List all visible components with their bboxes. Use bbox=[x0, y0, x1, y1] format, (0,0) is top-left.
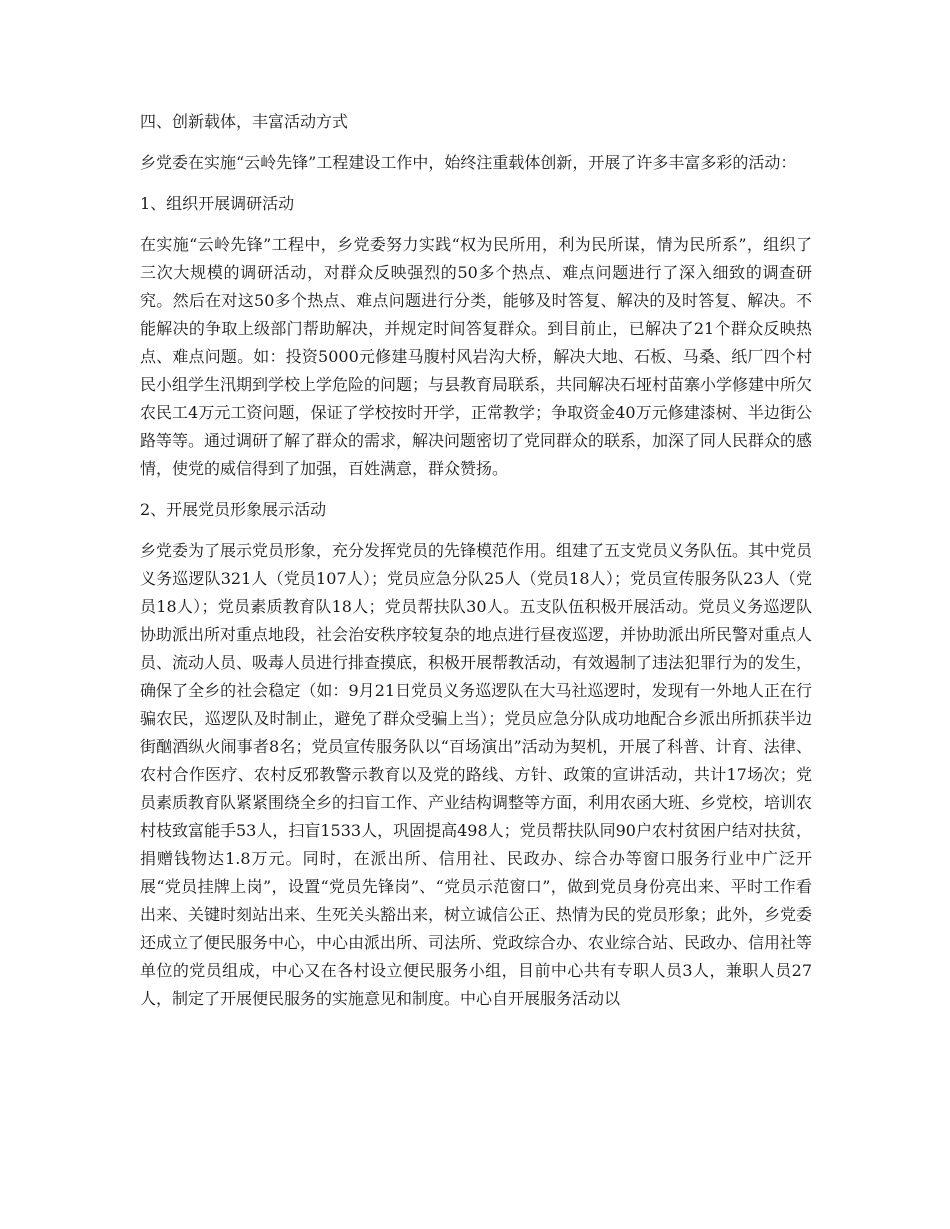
subsection-1-paragraph: 在实施“云岭先锋”工程中，乡党委努力实践“权为民所用，利为民所谋，情为民所系”，组织了三次大规模的调研活动，对群众反映强烈的50多个热点、难点问题进行了深入细致的调查研究。然后在对这50多个热点、难点问题进行分类，能够及时答复、解决的及时答复、解决。不能解决的争取上级部门帮助解决，并规定时间答复群众。到目前止，已解决了21个群众反映热点、难点问题。如：投资5000元修建马腹村风岩沟大桥，解决大地、石板、马桑、纸厂四个村民小组学生汛期到学校上学危险的问题；与县教育局联系，共同解决石垭村苗寨小学修建中所欠农民工4万元工资问题，保证了学校按时开学，正常教学；争取资金40万元修建漆树、半边街公路等等。通过调研了解了群众的需求，解决问题密切了党同群众的联系，加深了同人民群众的感情，使党的威信得到了加强，百姓满意，群众赞扬。 bbox=[140, 235, 813, 478]
document-page bbox=[140, 108, 812, 1026]
subsection-2-paragraph: 乡党委为了展示党员形象，充分发挥党员的先锋模范作用。组建了五支党员义务队伍。其中党员义务巡逻队321人（党员107人）；党员应急分队25人（党员18人）；党员宣传服务队23人（党员18人）；党员素质教育队18人；党员帮扶队30人。五支队伍积极开展活动。党员义务巡逻队协助派出所对重点地段，社会治安秩序较复杂的地点进行昼夜巡逻，并协助派出所民警对重点人员、流动人员、吸毒人员进行排查摸底，积极开展帮教活动，有效遏制了违法犯罪行为的发生，确保了全乡的社会稳定（如：9月21日党员义务巡逻队在大马社巡逻时，发现有一外地人正在行骗农民，巡逻队及时制止，避免了群众受骗上当）；党员应急分队成功地配合乡派出所抓获半边街酗酒纵火闹事者8名；党员宣传服务队以“百场演出”活动为契机，开展了科普、计育、法律、农村合作医疗、农村反邪教警示教育以及党的路线、方针、政策的宣讲活动，共计17场次；党员素质教育队紧紧围绕全乡的扫盲工作、产业结构调整等方面，利用农函大班、乡党校，培训农村枝致富能手53人，扫盲1533人，巩固提高498人；党员帮扶队同90户农村贫困户结对扶贫，捐赠钱物达1.8万元。同时，在派出所、信用社、民政办、综合办等窗口服务行业中广泛开展“党员挂牌上岗”，设置“党员先锋岗”、“党员示范窗口”，做到党员身份亮出来、平时工作看出来、关键时刻站出来、生死关头豁出来，树立诚信公正、热情为民的党员形象；此外，乡党委还成立了便民服务中心，中心由派出所、司法所、党政综合办、农业综合站、民政办、信用社等单位的党员组成，中心又在各村设立便民服务小组，目前中心共有专职人员3人，兼职人员27人，制定了开展便民服务的实施意见和制度。中心自开展服务活动以 bbox=[140, 541, 813, 1008]
subsection-2-heading: 2、开展党员形象展示活动 bbox=[140, 500, 327, 519]
section-heading: 四、创新载体，丰富活动方式 bbox=[140, 112, 349, 131]
intro-paragraph: 乡党委在实施“云岭先锋”工程建设工作中，始终注重载体创新，开展了许多丰富多彩的活动： bbox=[140, 153, 797, 172]
subsection-1-heading: 1、组织开展调研活动 bbox=[140, 194, 295, 213]
